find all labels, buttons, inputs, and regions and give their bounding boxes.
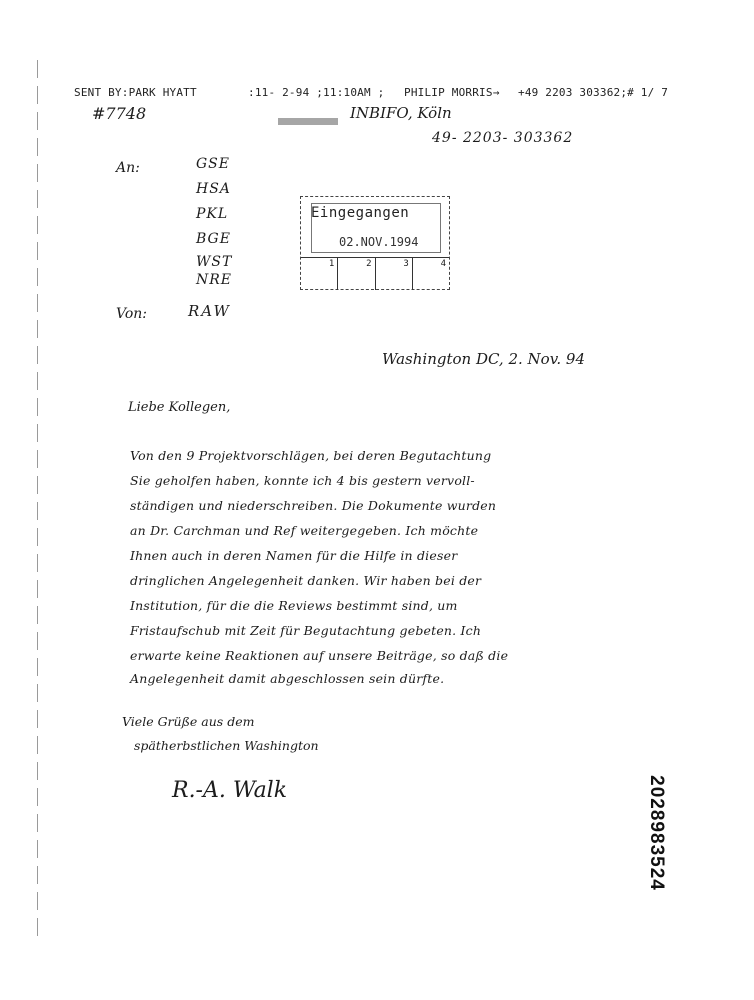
- stamp-cell: [301, 258, 338, 290]
- left-margin-artifact: [37, 60, 38, 940]
- stamp-cell-number: 1: [328, 259, 335, 269]
- recipient-item: PKL: [196, 206, 229, 222]
- stamp-cell: [376, 258, 413, 290]
- stamp-date: 02.NOV.1994: [339, 235, 419, 249]
- stamp-cell-number: 4: [440, 259, 446, 269]
- stamp-cell-number: 2: [366, 259, 372, 269]
- stamp-title: Eingegangen: [311, 205, 410, 221]
- salutation: Liebe Kollegen,: [128, 400, 231, 415]
- body-line: erwarte keine Reaktionen auf unsere Beiträge, so daß die: [130, 648, 509, 663]
- body-line: Fristaufschub mit Zeit für Begutachtung gebeten. Ich: [130, 623, 482, 638]
- fax-company: PHILIP MORRIS→: [404, 86, 500, 99]
- recipient-item: GSE: [196, 156, 230, 172]
- fax-number: 49- 2203- 303362: [432, 130, 574, 146]
- recipients-label: An:: [116, 160, 140, 176]
- recipient-item: NRE: [196, 272, 233, 288]
- document-id: [646, 768, 666, 898]
- closing-line: Viele Grüße aus dem: [122, 714, 255, 729]
- place-date: Washington DC, 2. Nov. 94: [382, 350, 586, 368]
- destination: INBIFO, Köln: [350, 104, 452, 122]
- body-line: ständigen und niederschreiben. Die Dokumente wurden: [130, 498, 497, 513]
- signature: R.-A. Walk: [172, 778, 288, 803]
- body-line: Institution, für die die Reviews bestimmt sind, um: [130, 598, 458, 613]
- fax-timestamp: :11- 2-94 ;11:10AM ;: [248, 86, 385, 99]
- document-id-text: 2028983524: [646, 775, 667, 891]
- fax-sent-by: SENT BY:PARK HYATT: [74, 86, 197, 99]
- recipient-item: WST: [196, 254, 233, 270]
- body-line: Ihnen auch in deren Namen für die Hilfe in dieser: [130, 548, 458, 563]
- sender-label: Von:: [116, 306, 147, 322]
- stamp-cell-number: 3: [403, 259, 409, 269]
- fax-phone-page: +49 2203 303362;# 1/ 7: [518, 86, 669, 99]
- body-line: an Dr. Carchman und Ref weitergegeben. Ich möchte: [130, 523, 479, 538]
- recipient-item: BGE: [196, 231, 231, 247]
- body-line: dringlichen Angelegenheit danken. Wir haben bei der: [130, 573, 482, 588]
- stamp-cell: [338, 258, 375, 290]
- stamp-cell: [413, 258, 449, 290]
- ref-number: #7748: [92, 104, 147, 123]
- redaction-mark: [278, 118, 338, 125]
- sender-name: RAW: [188, 302, 231, 320]
- received-stamp: [300, 196, 450, 290]
- body-line: Von den 9 Projektvorschlägen, bei deren Begutachtung: [130, 448, 492, 463]
- closing-line: spätherbstlichen Washington: [134, 738, 319, 753]
- stamp-grid: [301, 257, 449, 290]
- body-line: Sie geholfen haben, konnte ich 4 bis gestern vervoll-: [130, 473, 475, 488]
- recipient-item: HSA: [196, 181, 231, 197]
- body-line: Angelegenheit damit abgeschlossen sein dürfte.: [130, 671, 445, 686]
